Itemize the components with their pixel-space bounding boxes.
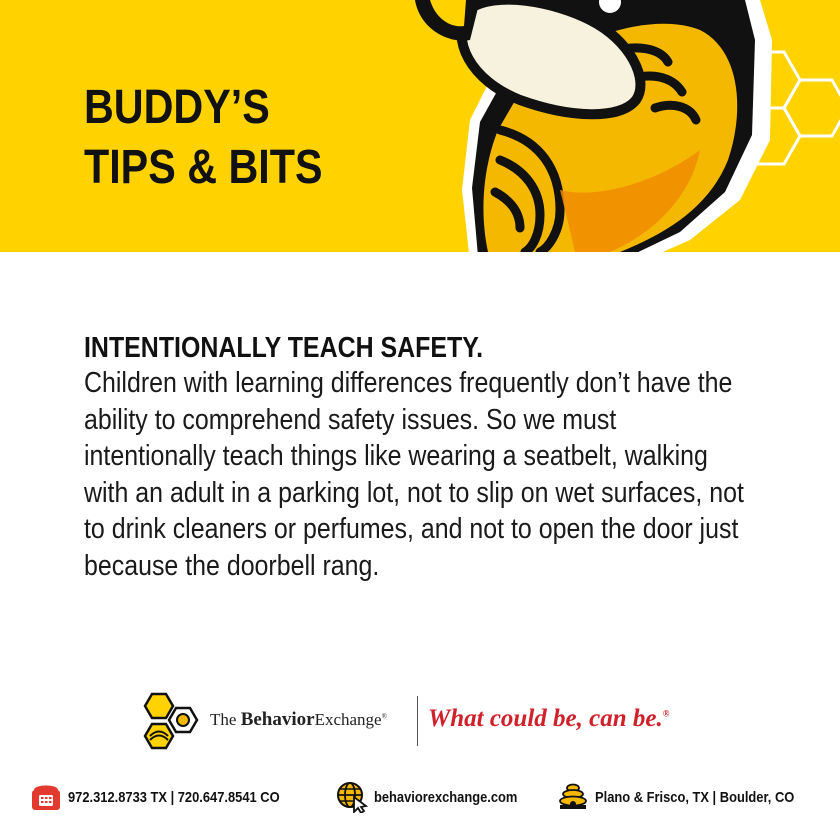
- globe-cursor-icon: [336, 781, 368, 813]
- title-line-1: BUDDY’S: [84, 81, 270, 134]
- footer-website: [336, 774, 541, 820]
- beehive-logo-icon: [140, 690, 206, 754]
- beehive-icon: [557, 783, 589, 811]
- phone-icon: [30, 782, 62, 812]
- page-title: [84, 78, 323, 198]
- footer-phone: [30, 774, 314, 820]
- tagline-text: What could be, can be.: [428, 705, 663, 732]
- tip-section: [84, 331, 755, 584]
- brand-name-prefix: The: [210, 710, 237, 729]
- brand-lockup: [140, 690, 720, 754]
- title-line-2: TIPS & BITS: [84, 141, 323, 194]
- brand-name: [210, 709, 387, 731]
- brand-name-suffix: Exchange: [314, 710, 382, 729]
- tagline-registered-mark: ®: [662, 708, 670, 719]
- phone-numbers[interactable]: 972.312.8733 TX | 720.647.8541 CO: [68, 788, 280, 806]
- footer-contact-bar: [0, 774, 840, 820]
- registered-mark: ®: [381, 712, 387, 721]
- tip-body: Children with learning differences frequently don’t have the ability to comprehend safety issues. So we must intentionally teach things like wearing a seatbelt, walking with an adult in a parking lot, not to slip on wet surfaces, not to drink cleaners or perfumes, and not to open the door just because the doorbell rang.: [84, 367, 744, 582]
- website-link[interactable]: behaviorexchange.com: [374, 788, 518, 806]
- header-banner: [0, 0, 840, 252]
- office-locations: Plano & Frisco, TX | Boulder, CO: [595, 788, 795, 806]
- brand-tagline: [428, 705, 669, 733]
- footer-locations: [557, 774, 827, 820]
- brand-name-bold: Behavior: [240, 709, 315, 730]
- brand-divider: [417, 696, 418, 746]
- tip-heading: INTENTIONALLY TEACH SAFETY.: [84, 332, 484, 364]
